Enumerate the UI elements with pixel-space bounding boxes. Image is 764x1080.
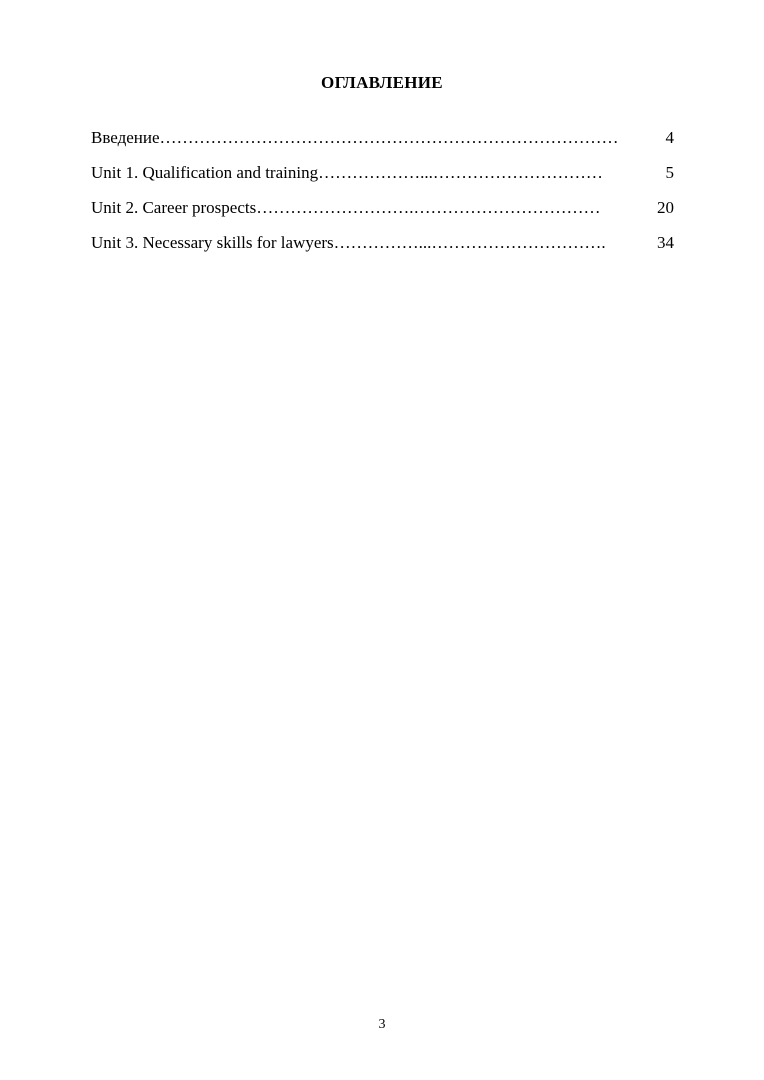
page-number: 3	[378, 1017, 386, 1032]
toc-item-page: 5	[665, 163, 674, 182]
toc-item[interactable]	[91, 232, 674, 267]
toc-item-page: 34	[657, 233, 674, 252]
toc-item[interactable]	[91, 127, 674, 162]
toc-item-label: Unit 2. Career prospects……………………….……………………………	[91, 198, 601, 217]
toc-item-label: Введение………………………………………………………………………	[91, 128, 619, 147]
toc-item-page: 20	[657, 198, 674, 217]
toc-item-label: Unit 1. Qualification and training………………...…………………………	[91, 163, 603, 182]
toc-item[interactable]	[91, 162, 674, 197]
toc-item[interactable]	[91, 197, 674, 232]
table-of-contents	[91, 127, 674, 267]
toc-item-label: Unit 3. Necessary skills for lawyers……………...………………………….	[91, 233, 606, 252]
toc-item-page: 4	[665, 128, 674, 147]
page-title: ОГЛАВЛЕНИЕ	[321, 73, 443, 92]
